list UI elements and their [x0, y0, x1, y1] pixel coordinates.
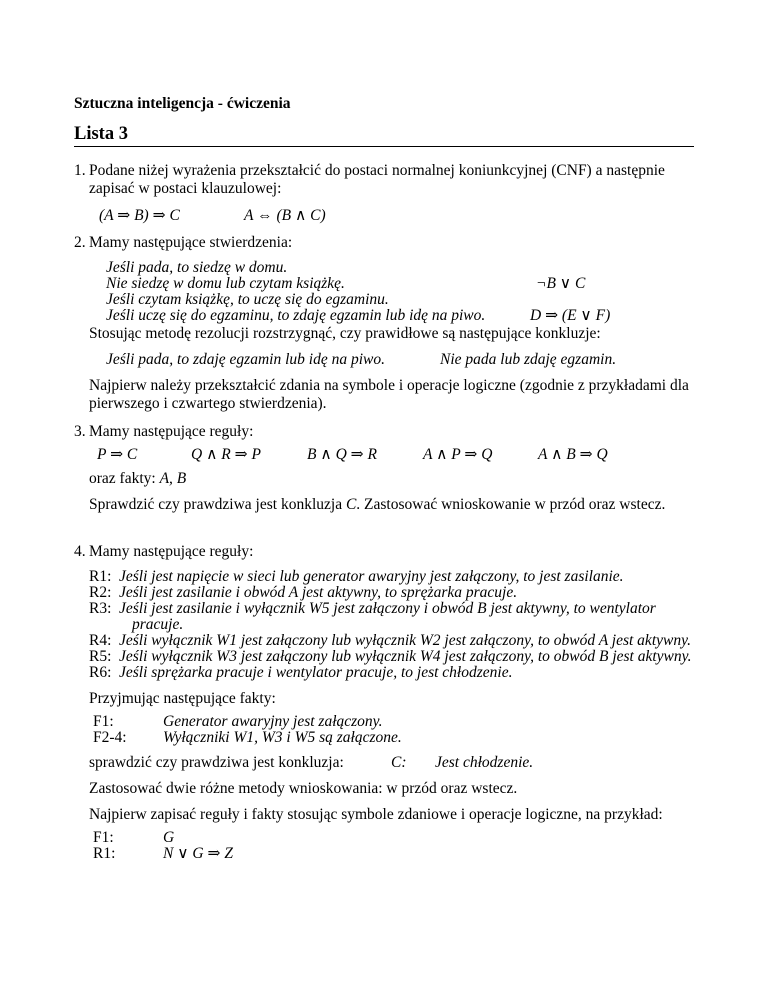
task-intro: Mamy następujące reguły: — [89, 423, 254, 440]
note: pierwszego i czwartego stwierdzenia). — [89, 395, 327, 412]
rule-label: R2: — [89, 584, 112, 601]
fact-text: Wyłączniki W1, W3 i W5 są załączone. — [163, 729, 402, 746]
statement-symbol: D ⇒ (E ∨ F) — [530, 307, 611, 324]
statement: Jeśli pada, to siedzę w domu. — [106, 259, 288, 276]
rule-text: Jeśli wyłącznik W1 jest załączony lub wyłącznik W2 jest załączony, to obwód A jest aktywny. — [119, 632, 691, 649]
check-prefix: sprawdzić czy prawdziwa jest konkluzja: — [89, 754, 344, 771]
fact-text: Generator awaryjny jest załączony. — [163, 713, 383, 730]
task-number: 2. — [74, 234, 86, 251]
statement: Jeśli uczę się do egzaminu, to zdaję egzamin lub idę na piwo. — [106, 307, 486, 324]
example-formula: G — [163, 829, 175, 846]
check-text: Jest chłodzenie. — [435, 754, 534, 771]
rule-text: Jeśli sprężarka pracuje i wentylator pracuje, to jest chłodzenie. — [119, 664, 513, 681]
facts-intro: Przyjmując następujące fakty: — [89, 690, 276, 707]
task-text: Podane niżej wyrażenia przekształcić do postaci normalnej koniunkcyjnej (CNF) a następnie — [89, 162, 665, 179]
task-number: 3. — [74, 423, 86, 440]
rule-formula: B ∧ Q ⇒ R — [307, 446, 377, 463]
rule-formula: A ∧ P ⇒ Q — [423, 446, 493, 463]
conclusion: Nie pada lub zdaję egzamin. — [440, 351, 617, 368]
symbols-instruction: Najpierw zapisać reguły i fakty stosując symbole zdaniowe i operacje logiczne, na przykład: — [89, 806, 663, 823]
rule-label: R5: — [89, 648, 112, 665]
note: Najpierw należy przekształcić zdania na symbole i operacje logiczne (zgodnie z przykładami dla — [89, 377, 689, 394]
task-number: 1. — [74, 162, 86, 179]
statement: Jeśli czytam książkę, to uczę się do egzaminu. — [106, 291, 389, 308]
task-number: 4. — [74, 543, 86, 560]
check-label: C: — [391, 754, 407, 771]
rule-text: Jeśli jest napięcie w sieci lub generator awaryjny jest załączony, to jest zasilanie. — [119, 568, 624, 585]
conclusion: Jeśli pada, to zdaję egzamin lub idę na piwo. — [106, 351, 385, 368]
rule-label: R6: — [89, 664, 112, 681]
formula: (A ⇒ B) ⇒ C — [99, 207, 180, 224]
task-text: zapisać w postaci klauzulowej: — [89, 180, 282, 197]
methods-instruction: Zastosować dwie różne metody wnioskowania: w przód oraz wstecz. — [89, 780, 518, 797]
example-label: R1: — [93, 845, 116, 862]
fact-label: F1: — [93, 713, 114, 730]
rule-formula: Q ∧ R ⇒ P — [191, 446, 261, 463]
rule-label: R3: — [89, 600, 112, 617]
task-intro: Mamy następujące reguły: — [89, 543, 254, 560]
task-intro: Mamy następujące stwierdzenia: — [89, 234, 293, 251]
facts-prefix: oraz fakty: — [89, 470, 160, 487]
facts-values: A, B — [159, 470, 187, 487]
example-label: F1: — [93, 829, 114, 846]
rule-formula: A ∧ B ⇒ Q — [538, 446, 608, 463]
check-prefix: Sprawdzić czy prawdziwa jest konkluzja — [89, 496, 346, 513]
check-line — [89, 496, 665, 514]
fact-label: F2-4: — [93, 729, 127, 746]
example-formula: N ∨ G ⇒ Z — [163, 845, 233, 862]
check-suffix: . Zastosować wnioskowanie w przód oraz wstecz. — [356, 496, 666, 513]
rule-text: Jeśli jest zasilanie i wyłącznik W5 jest załączony i obwód B jest aktywny, to wentylator — [119, 600, 656, 617]
rule-label: R1: — [89, 568, 112, 585]
title-underline — [74, 146, 694, 147]
facts-line — [89, 470, 186, 488]
rule-label: R4: — [89, 632, 112, 649]
rule-text: Jeśli jest zasilanie i obwód A jest aktywny, to sprężarka pracuje. — [119, 584, 518, 601]
rule-formula: P ⇒ C — [97, 446, 138, 463]
rule-text: Jeśli wyłącznik W3 jest załączony lub wyłącznik W4 jest załączony, to obwód B jest aktywny. — [119, 648, 692, 665]
course-title: Sztuczna inteligencja - ćwiczenia — [74, 95, 291, 112]
formula: A ⇔ (B ∧ C) — [244, 207, 326, 224]
resolution-instruction: Stosując metodę rezolucji rozstrzygnąć, czy prawidłowe są następujące konkluzje: — [89, 325, 601, 342]
statement: Nie siedzę w domu lub czytam książkę. — [106, 275, 345, 292]
list-title: Lista 3 — [74, 124, 128, 144]
rule-text-continued: pracuje. — [132, 616, 184, 633]
statement-symbol: ¬B ∨ C — [536, 275, 586, 292]
check-var: C — [345, 496, 357, 513]
